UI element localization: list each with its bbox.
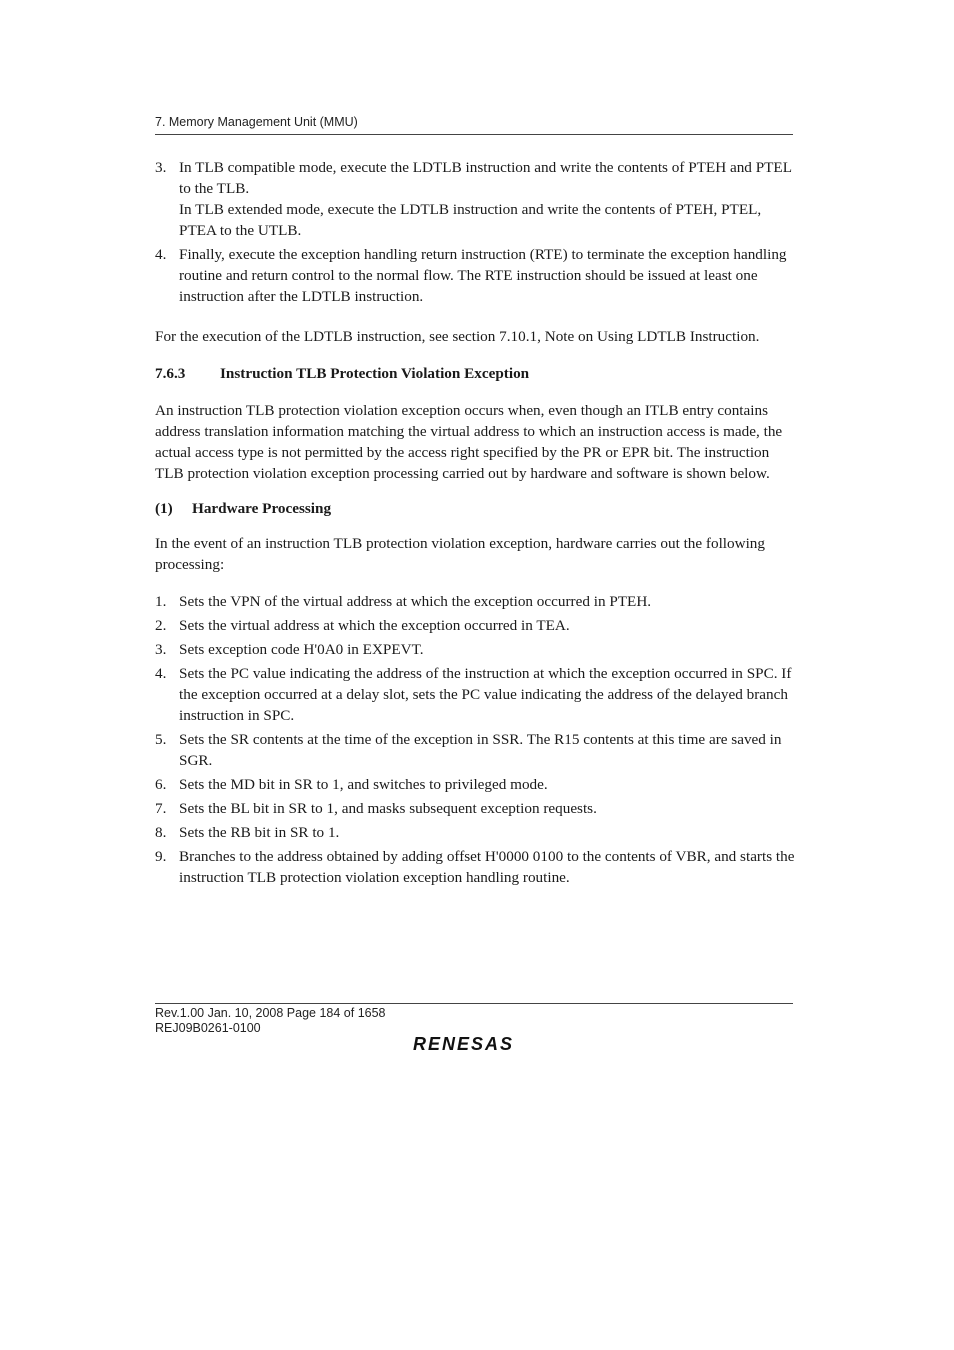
list-number: 3. bbox=[155, 159, 167, 176]
list-text: Sets exception code H'0A0 in EXPEVT. bbox=[179, 641, 424, 658]
hardware-intro-paragraph: In the event of an instruction TLB protection violation exception, hardware carries out the following processing: bbox=[155, 535, 765, 573]
list-number: 4. bbox=[155, 665, 167, 682]
running-header: 7. Memory Management Unit (MMU) bbox=[155, 115, 358, 129]
list-item bbox=[155, 157, 795, 241]
list-text: Finally, execute the exception handling return instruction (RTE) to terminate the exception handling routine and return control to the normal flow. The RTE instruction should be issued at least one instruction after the LDTLB instruction. bbox=[179, 246, 787, 305]
footer-rule bbox=[155, 1003, 793, 1004]
list-number: 2. bbox=[155, 617, 167, 634]
list-text: In TLB compatible mode, execute the LDTLB instruction and write the contents of PTEH and PTEL to the TLB. bbox=[179, 159, 792, 197]
list-number: 5. bbox=[155, 731, 167, 748]
list-item bbox=[155, 591, 795, 612]
list-item bbox=[155, 615, 795, 636]
list-item bbox=[155, 639, 795, 660]
list-item bbox=[155, 244, 795, 307]
intro-paragraph: An instruction TLB protection violation exception occurs when, even though an ITLB entry contains address translation information matching the virtual address to which an instruction access is made, the actual access type is not permitted by the access right specified by the PR or EPR bit. The instruction TLB protection violation exception processing carried out by hardware and software is shown below. bbox=[155, 402, 783, 482]
list-item bbox=[155, 798, 795, 819]
section-title: Instruction TLB Protection Violation Exception bbox=[220, 365, 530, 382]
list-text: Sets the MD bit in SR to 1, and switches to privileged mode. bbox=[179, 776, 548, 793]
list-item bbox=[155, 729, 795, 771]
subsection-title: Hardware Processing bbox=[192, 500, 332, 517]
list-text: Sets the RB bit in SR to 1. bbox=[179, 824, 340, 841]
list-item bbox=[155, 822, 795, 843]
logo-wordmark: RENESAS bbox=[413, 1034, 515, 1054]
list-text: Sets the VPN of the virtual address at which the exception occurred in PTEH. bbox=[179, 593, 652, 610]
procedure-list-continued bbox=[155, 157, 795, 307]
section-number: 7.6.3 bbox=[155, 365, 186, 382]
renesas-logo bbox=[413, 1034, 514, 1055]
list-text: Sets the BL bit in SR to 1, and masks subsequent exception requests. bbox=[179, 800, 597, 817]
hardware-steps-list bbox=[155, 591, 795, 888]
section-heading bbox=[155, 363, 795, 384]
header-rule bbox=[155, 134, 793, 135]
list-number: 7. bbox=[155, 800, 167, 817]
list-item bbox=[155, 663, 795, 726]
list-number: 6. bbox=[155, 776, 167, 793]
list-text: Sets the PC value indicating the address of the instruction at which the exception occurred in SPC. If the exception occurred at a delay slot, sets the PC value indicating the address of the delayed branch instruction in SPC. bbox=[179, 665, 792, 724]
document-code: REJ09B0261-0100 bbox=[155, 1021, 261, 1035]
list-number: 3. bbox=[155, 641, 167, 658]
list-item bbox=[155, 774, 795, 795]
list-text: Sets the SR contents at the time of the exception in SSR. The R15 contents at this time are saved in SGR. bbox=[179, 731, 782, 769]
note-paragraph: For the execution of the LDTLB instruction, see section 7.10.1, Note on Using LDTLB Instruction. bbox=[155, 328, 760, 345]
list-number: 4. bbox=[155, 246, 167, 263]
list-item bbox=[155, 846, 795, 888]
list-text: Branches to the address obtained by adding offset H'0000 0100 to the contents of VBR, and starts the instruction TLB protection violation exception handling routine. bbox=[179, 848, 795, 886]
list-text: Sets the virtual address at which the exception occurred in TEA. bbox=[179, 617, 570, 634]
list-number: 1. bbox=[155, 593, 167, 610]
revision-info: Rev.1.00 Jan. 10, 2008 Page 184 of 1658 bbox=[155, 1006, 386, 1020]
subsection-number: (1) bbox=[155, 500, 173, 517]
page-footer bbox=[155, 1006, 386, 1036]
list-number: 8. bbox=[155, 824, 167, 841]
list-text: In TLB extended mode, execute the LDTLB instruction and write the contents of PTEH, PTEL, PTEA to the UTLB. bbox=[179, 201, 762, 239]
subsection-heading bbox=[155, 498, 795, 519]
list-number: 9. bbox=[155, 848, 167, 865]
page-body bbox=[155, 157, 795, 891]
